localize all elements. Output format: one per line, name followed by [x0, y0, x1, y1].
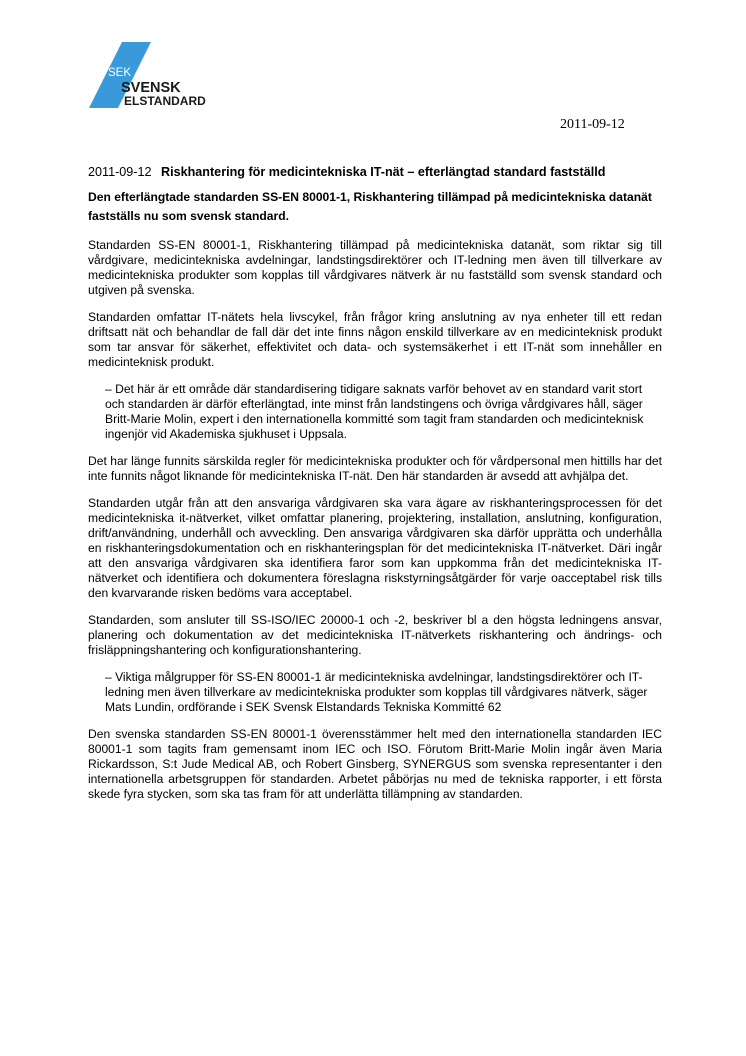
sek-logo — [89, 42, 229, 112]
logo-abbr: SEK — [108, 67, 132, 79]
header-date: 2011-09-12 — [560, 117, 625, 132]
paragraph-responsibility: Standarden utgår från att den ansvariga vårdgivaren ska vara ägare av riskhanteringsprocessen för det medicintekniska it-nätverket, vilket omfattar planering, projektering, installation, anslutning, konfiguration, drift/användning, underhåll och avveckling. Den ansvariga vårdgivaren ska därför upprätta och underhålla en riskhanteringsdokumentation och en riskhanteringsplan för det medicintekniska IT-nätverket. Däri ingår att den ansvariga vårdgivaren ska identifiera faror som kan uppkomma från det medicintekniska IT-nätverket och identifiera och dokumentera föreslagna riskstyrningsåtgärder för varje oacceptabel risk tills den kvarvarande risken bedöms vara acceptabel. — [88, 496, 662, 600]
headline — [88, 164, 662, 180]
logo-line1: SVENSK — [121, 80, 181, 96]
paragraph-background: Det har länge funnits särskilda regler för medicintekniska produkter och för vårdpersonal men hittills har det inte funnits något liknande för medicintekniska IT-nät. Den här standarden är avsedd att avhjälpa det. — [88, 454, 662, 483]
headline-date: 2011-09-12 — [88, 165, 152, 179]
paragraph-scope: Standarden SS-EN 80001-1, Riskhantering tillämpad på medicintekniska datanät, som riktar sig till vårdgivare, medicintekniska avdelningar, landstingsdirektörer och IT-ledning men även till tillverkare av medicintekniska produkter som kopplas till vårdgivares nätverk är nu fastställd som svensk standard och utgiven på svenska. — [88, 238, 662, 297]
article — [88, 164, 662, 814]
paragraph-iso20000: Standarden, som ansluter till SS-ISO/IEC 20000-1 och -2, beskriver bl a den högsta ledningens ansvar, planering och dokumentation av det medicintekniska IT-nätverkets riskhantering och ändrings- och frisläppningshantering och konfigurationshantering. — [88, 613, 662, 657]
headline-title: Riskhantering för medicintekniska IT-nät – efterlängtad standard fastställd — [161, 165, 606, 179]
lead-paragraph: Den efterlängtade standarden SS-EN 80001-1, Riskhantering tillämpad på medicintekniska datanät fastställs nu som svensk standard. — [88, 190, 652, 223]
quote-lundin: – Viktiga målgrupper för SS-EN 80001-1 är medicintekniska avdelningar, landstingsdirektörer och IT-ledning men även tillverkare av medicintekniska produkter som kopplas till vårdgivares nätverk, säger Mats Lundin, ordförande i SEK Svensk Elstandards Tekniska Kommitté 62 — [105, 670, 648, 714]
logo-line2: ELSTANDARD — [124, 94, 206, 108]
quote-molin: – Det här är ett område där standardisering tidigare saknats varför behovet av en standard varit stort och standarden är därför efterlängtad, inte minst från landstingens och övriga vårdgivares håll, säger Britt-Marie Molin, expert i den internationella kommitté som tagit fram standarden och medicinteknisk ingenjör vid Akademiska sjukhuset i Uppsala. — [105, 382, 644, 441]
paragraph-lifecycle: Standarden omfattar IT-nätets hela livscykel, från frågor kring anslutning av nya enheter till ett redan driftsatt nät och behandlar de fall där det inte finns någon enskild tillverkare av en medicinteknisk produkt som tar ansvar för säkerhet, effektivitet och data- och systemsäkerhet i ett IT-nät som innehåller en medicinteknisk produkt. — [88, 310, 662, 369]
paragraph-international: Den svenska standarden SS-EN 80001-1 överensstämmer helt med den internationella standarden IEC 80001-1 som tagits fram gemensamt inom IEC och ISO. Förutom Britt-Marie Molin ingår även Maria Rickardsson, S:t Jude Medical AB, och Robert Ginsberg, SYNERGUS som svenska representanter i den internationella arbetsgruppen för standarden. Arbetet påbörjas nu med de tekniska rapporter, i ett första skede fyra stycken, som ska tas fram för att underlätta tillämpning av standarden. — [88, 727, 662, 801]
